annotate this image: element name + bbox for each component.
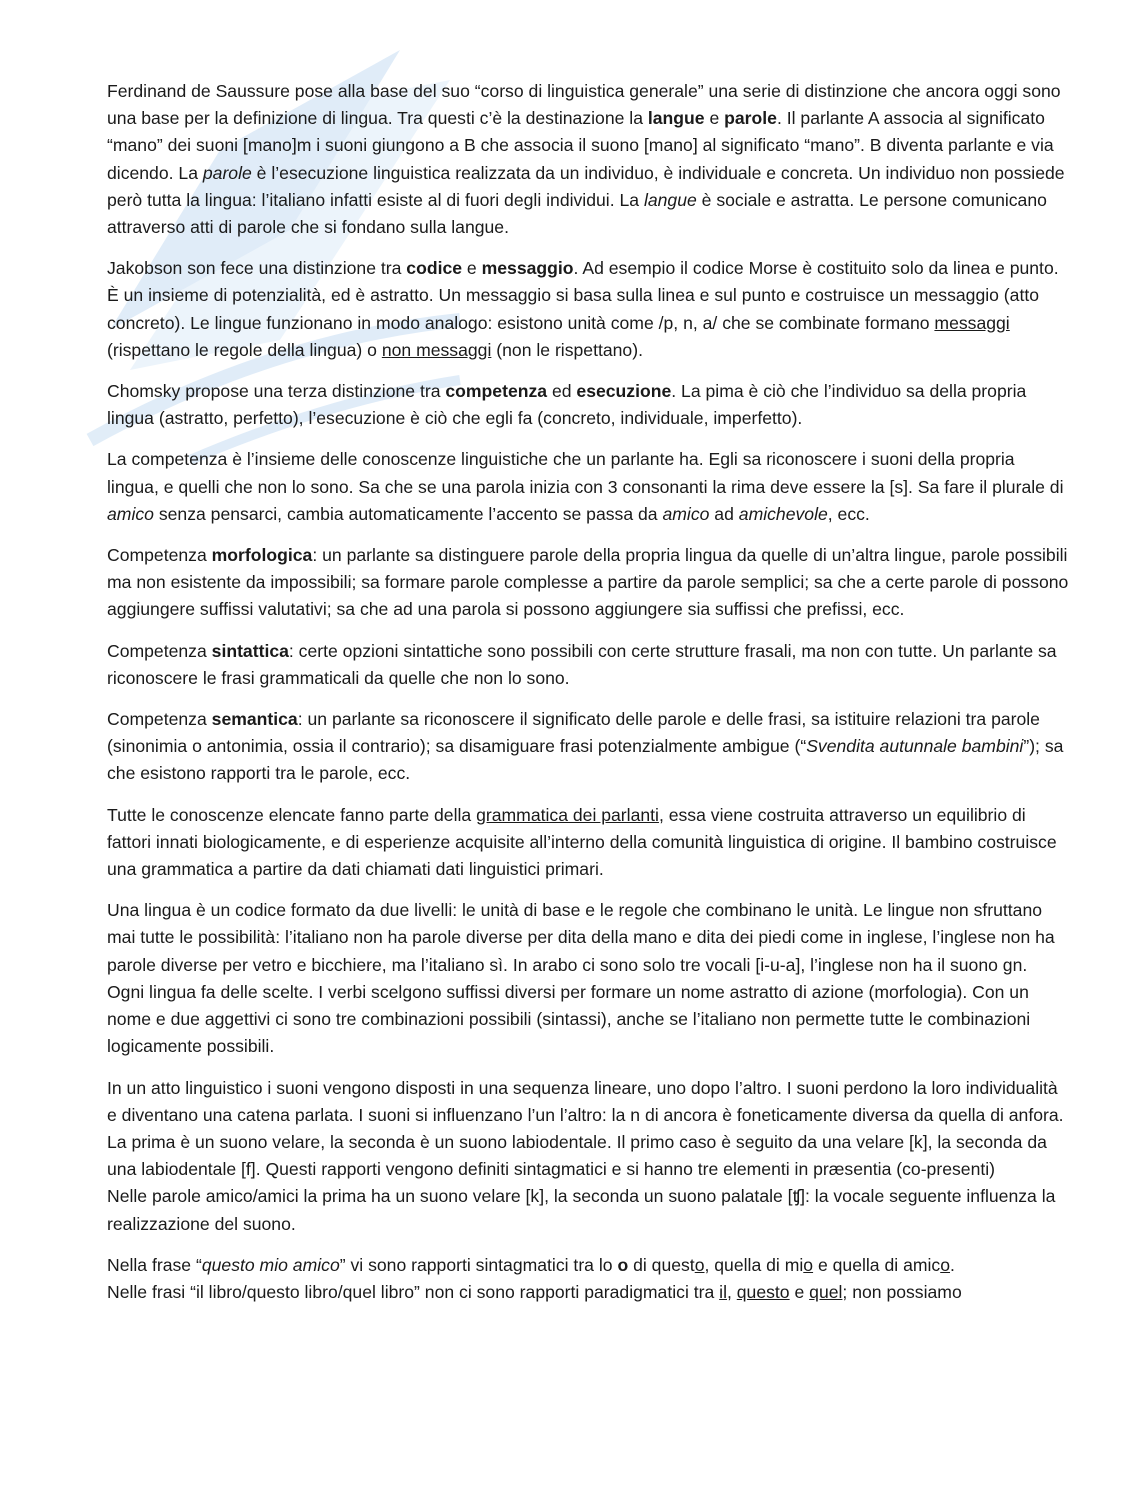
paragraph-chomsky: Chomsky propose una terza distinzione tra competenza ed esecuzione. La pima è ciò che l’individuo sa della propria lingua (astratto, perfetto), l’esecuzione è ciò che egli fa (concreto, individuale, imperfetto). [107,381,1027,429]
term-codice: codice [406,258,463,279]
document-body [107,78,1069,1320]
paragraph-saussure: Ferdinand de Saussure pose alla base del suo “corso di linguistica generale” una serie di distinzione che ancora oggi sono una base per la definizione di lingua. Tra questi c’è la destinazione la langue e parole. Il parlante A associa al significato “mano” dei suoni [mano]m i suoni giungono a B che associa il suono [mano] al significato “mano”. B diventa parlante e via dicendo. La parole è l’esecuzione linguistica realizzata da un individuo, è individuale e concreta. Un individuo non possiede però tutta la lingua: l’italiano infatti esiste al di fuori degli individui. La langue è sociale e astratta. Le persone comunicano attraverso atti di parole che si fondano sulla langue. [107,81,1065,238]
paragraph-competenza: La competenza è l’insieme delle conoscenze linguistiche che un parlante ha. Egli sa riconoscere i suoni della propria lingua, e quelli che non lo sono. Sa che se una parola inizia con 3 consonanti la rima deve essere la [s]. Sa fare il plurale di amico senza pensarci, cambia automaticamente l’accento se passa da amico ad amichevole, ecc. [107,449,1064,524]
paragraph-grammatica: Tutte le conoscenze elencate fanno parte della grammatica dei parlanti, essa viene costruita attraverso un equilibrio di fattori innati biologicamente, e di esperienze acquisite all’interno della comunità linguistica di origine. Il bambino costruisce una grammatica a partire da dati chiamati dati linguistici primari. [107,804,1057,880]
paragraph-amico-amici: Nelle parole amico/amici la prima ha un suono velare [k], la seconda un suono palatale [ʧ]: la vocale seguente influenza la realizzazione del suono. [107,1186,1056,1234]
term-messaggio: messaggio [481,258,574,279]
term-competenza: competenza [445,381,548,402]
paragraph-morfologica: Competenza morfologica: un parlante sa distinguere parole della propria lingua da quelle di un’altra lingue, parole possibili ma non esistente da impossibili; sa formare parole complesse a partire da parole semplici; sa che a certe parole di possono aggiungere suffissi valutativi; sa che ad una parola si possono aggiungere sia suffissi che prefissi, ecc. [107,545,1069,620]
paragraph-codice-lingua: Una lingua è un codice formato da due livelli: le unità di base e le regole che combinano le unità. Le lingue non sfruttano mai tutte le possibilità: l’italiano non ha parole diverse per dita della mano e dita dei piedi come in inglese, l’inglese non ha parole diverse per vetro e bicchiere, ma l’italiano sì. In arabo ci sono solo tre vocali [i-u-a], l’inglese non ha il suono gn. Ogni lingua fa delle scelte. I verbi scelgono suffissi diversi per formare un nome astratto di azione (morfologia). Con un nome e due aggettivi ci sono tre combinazioni possibili (sintassi), anche se l’italiano non permette tutte le combinazioni logicamente possibili. [107,900,1055,1057]
paragraph-paradigmatici: Nelle frasi “il libro/questo libro/quel libro” non ci sono rapporti paradigmatici tra il, questo e quel; non possiamo [107,1281,962,1302]
term-langue: langue [647,108,705,129]
paragraph-sintattica: Competenza sintattica: certe opzioni sintattiche sono possibili con certe strutture frasali, ma non con tutte. Un parlante sa riconoscere le frasi grammaticali da quelle che non lo sono. [107,640,1057,688]
paragraph-jakobson: Jakobson son fece una distinzione tra codice e messaggio. Ad esempio il codice Morse è costituito solo da linea e punto. È un insieme di potenzialità, ed è astratto. Un messaggio si basa sulla linea e sul punto e costruisce un messaggio (atto concreto). Le lingue funzionano in modo analogo: esistono unità come /p, n, a/ che se combinate formano messaggi (rispettano le regole della lingua) o non messaggi (non le rispettano). [107,258,1059,360]
paragraph-sintagmatici: In un atto linguistico i suoni vengono disposti in una sequenza lineare, uno dopo l’altro. I suoni perdono la loro individualità e diventano una catena parlata. I suoni si influenzano l’un l’altro: la n di ancora è foneticamente diversa da quella di anfora. La prima è un suono velare, la seconda è un suono labiodentale. Il primo caso è seguito da una velare [k], la seconda da una labiodentale [f]. Questi rapporti vengono definiti sintagmatici e si hanno tre elementi in præsentia (co-presenti) [107,1077,1064,1180]
term-esecuzione: esecuzione [576,381,672,402]
paragraph-questo-mio-amico: Nella frase “questo mio amico” vi sono rapporti sintagmatici tra lo o di questo, quella di mio e quella di amico. [107,1254,955,1275]
term-parole: parole [724,108,777,129]
paragraph-semantica: Competenza semantica: un parlante sa riconoscere il significato delle parole e delle frasi, sa istituire relazioni tra parole (sinonimia o antonimia, ossia il contrario); sa disamiguare frasi potenzialmente ambigue (“Svendita autunnale bambini”); sa che esistono rapporti tra le parole, ecc. [107,709,1064,784]
